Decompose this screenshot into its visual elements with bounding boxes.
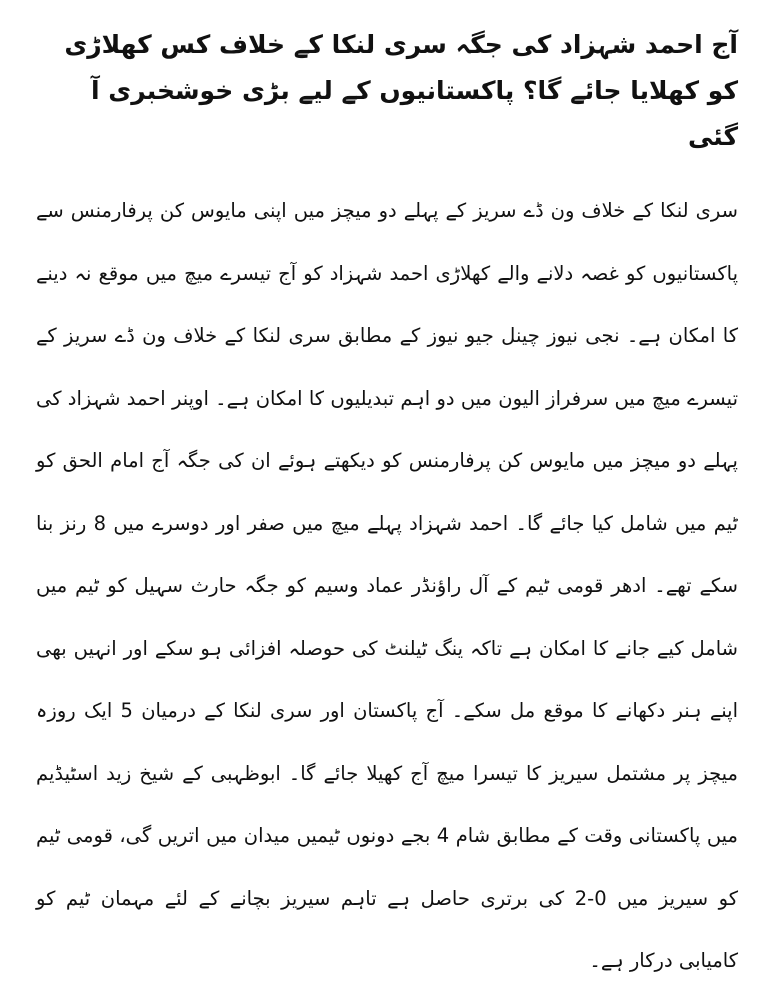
article-body: سری لنکا کے خلاف ون ڈے سریز کے پہلے دو میچز میں اپنی مایوس کن پرفارمنس سے پاکستانیوں کو غصہ دلانے والے کھلاڑی احمد شہزاد کو آج تیسرے میچ میں موقع نہ دینے کا امکان ہے۔ نجی نیوز چینل جیو نیوز کے مطابق سری لنکا کے خلاف ون ڈے سریز کے تیسرے میچ میں سرفراز الیون میں دو اہم تبدیلیوں کا امکان ہے۔ اوپنر احمد شہزاد کی پہلے دو میچز میں مایوس کن پرفارمنس کو دیکھتے ہوئے ان کی جگہ آج امام الحق کو ٹیم میں شامل کیا جائے گا۔ احمد شہزاد پہلے میچ میں صفر اور دوسرے میں 8 رنز بنا سکے تھے۔ ادھر قومی ٹیم کے آل راؤنڈر عماد وسیم کو جگہ حارث سہیل کو ٹیم میں شامل کیے جانے کا امکان ہے تاکہ ینگ ٹیلنٹ کی حوصلہ افزائی ہو سکے اور انہیں بھی اپنے ہنر دکھانے کا موقع مل سکے۔ آج پاکستان اور سری لنکا کے درمیان 5 ایک روزہ میچز پر مشتمل سیریز کا تیسرا میچ آج کھیلا جائے گا۔ ابوظہبی کے شیخ زید اسٹیڈیم میں پاکستانی وقت کے مطابق شام 4 بجے دونوں ٹیمیں میدان میں اتریں گی، قومی ٹیم کو سیریز میں 0-2 کی برتری حاصل ہے تاہم سیریز بچانے کے لئے مہمان ٹیم کو کامیابی درکار ہے۔ bbox=[36, 199, 738, 972]
article-headline: آج احمد شہزاد کی جگہ سری لنکا کے خلاف کس کھلاڑی کو کھلایا جائے گا؟ پاکستانیوں کے لیے بڑی خوشخبری آ گئی bbox=[64, 30, 738, 151]
